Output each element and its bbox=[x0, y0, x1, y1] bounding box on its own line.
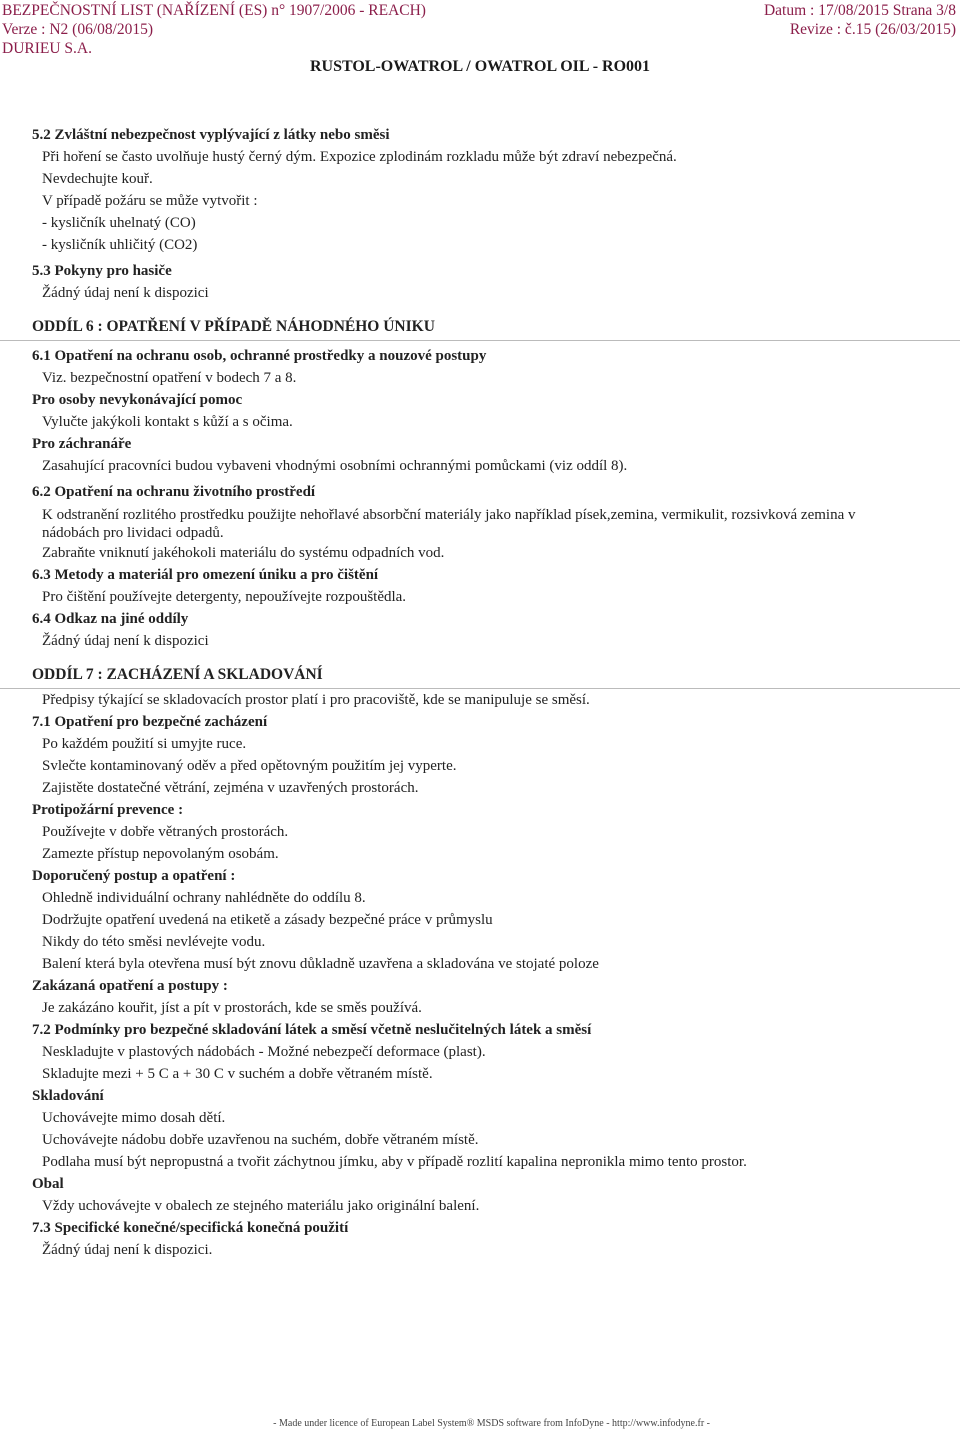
text-line: Vždy uchovávejte v obalech ze stejného materiálu jako originální balení. bbox=[42, 1198, 480, 1214]
subsection-title: 6.2 Opatření na ochranu životního prostředí bbox=[32, 484, 316, 500]
text-line: Podlaha musí být nepropustná a tvořit záchytnou jímku, aby v případě rozlití kapalina nepronikla mimo tento prostor. bbox=[42, 1154, 747, 1170]
page-header bbox=[0, 0, 960, 80]
subheading-label: Skladování bbox=[32, 1088, 104, 1104]
text-line: Je zakázáno kouřit, jíst a pít v prostorách, kde se směs používá. bbox=[42, 1000, 422, 1016]
subheading-label: Protipožární prevence : bbox=[32, 802, 184, 818]
text-line: Uchovávejte nádobu dobře uzavřenou na suchém, dobře větraném místě. bbox=[42, 1132, 479, 1148]
subsection-title: 6.3 Metody a materiál pro omezení úniku a pro čištění bbox=[32, 567, 379, 583]
text-line: - kysličník uhelnatý (CO) bbox=[42, 215, 196, 231]
text-line: Dodržujte opatření uvedená na etiketě a zásady bezpečné práce v průmyslu bbox=[42, 912, 493, 928]
text-line: Viz. bezpečnostní opatření v bodech 7 a 8. bbox=[42, 370, 297, 386]
subsection-title: 7.3 Specifické konečné/specifická konečná použití bbox=[32, 1220, 349, 1236]
document-body bbox=[32, 124, 960, 1261]
text-line: Vylučte jakýkoli kontakt s kůží a s očima. bbox=[42, 414, 293, 430]
text-line: Svlečte kontaminovaný oděv a před opětovným použitím jej vyperte. bbox=[42, 758, 457, 774]
subheading-label: Doporučený postup a opatření : bbox=[32, 868, 236, 884]
text-line: nádobách pro lividaci odpadů. bbox=[42, 525, 224, 541]
text-line: Ohledně individuální ochrany nahlédněte do oddílu 8. bbox=[42, 890, 366, 906]
text-line: Neskladujte v plastových nádobách - Možné nebezpečí deformace (plast). bbox=[42, 1044, 486, 1060]
text-line: Předpisy týkající se skladovacích prostor platí i pro pracoviště, kde se manipuluje se směsí. bbox=[42, 692, 590, 708]
text-line: Zabraňte vniknutí jakéhokoli materiálu do systému odpadních vod. bbox=[42, 545, 445, 561]
version-label: Verze : N2 (06/08/2015) bbox=[2, 21, 154, 38]
text-line: Zajistěte dostatečné větrání, zejména v uzavřených prostorách. bbox=[42, 780, 419, 796]
document-title: BEZPEČNOSTNÍ LIST (NAŘÍZENÍ (ES) n° 1907/2006 - REACH) bbox=[2, 2, 426, 19]
text-line: Nikdy do této směsi nevlévejte vodu. bbox=[42, 934, 266, 950]
revision-label: Revize : č.15 (26/03/2015) bbox=[789, 21, 956, 38]
text-line: Žádný údaj není k dispozici bbox=[42, 633, 209, 649]
section-heading: ODDÍL 7 : ZACHÁZENÍ A SKLADOVÁNÍ bbox=[0, 664, 960, 689]
subsection-title: 7.1 Opatření pro bezpečné zacházení bbox=[32, 714, 268, 730]
subheading-label: Pro osoby nevykonávající pomoc bbox=[32, 392, 243, 408]
product-name: RUSTOL-OWATROL / OWATROL OIL - RO001 bbox=[309, 58, 651, 75]
subheading-label: Obal bbox=[32, 1176, 64, 1192]
subheading-label: Pro záchranáře bbox=[32, 436, 132, 452]
company-name: DURIEU S.A. bbox=[2, 40, 92, 57]
subsection-title: 7.2 Podmínky pro bezpečné skladování látek a směsí včetně neslučitelných látek a směsí bbox=[32, 1022, 592, 1038]
text-line: Zasahující pracovníci budou vybaveni vhodnými osobními ochrannými pomůckami (viz oddíl 8). bbox=[42, 458, 628, 474]
text-line: - kysličník uhličitý (CO2) bbox=[42, 237, 198, 253]
text-line: Při hoření se často uvolňuje hustý černý dým. Expozice zplodinám rozkladu může být zdraví nebezpečná. bbox=[42, 149, 677, 165]
text-line: Používejte v dobře větraných prostorách. bbox=[42, 824, 289, 840]
text-line: Balení která byla otevřena musí být znovu důkladně uzavřena a skladována ve stojaté poloze bbox=[42, 956, 599, 972]
subsection-title: 5.2 Zvláštní nebezpečnost vyplývající z látky nebo směsi bbox=[32, 127, 390, 143]
subsection-title: 6.4 Odkaz na jiné oddíly bbox=[32, 611, 189, 627]
subsection-title: 5.3 Pokyny pro hasiče bbox=[32, 263, 172, 279]
subsection-title: 6.1 Opatření na ochranu osob, ochranné prostředky a nouzové postupy bbox=[32, 348, 487, 364]
text-line: Pro čištění používejte detergenty, nepoužívejte rozpouštědla. bbox=[42, 589, 407, 605]
text-line: Žádný údaj není k dispozici. bbox=[42, 1242, 213, 1258]
page-footer: - Made under licence of European Label System® MSDS software from InfoDyne - http://www.infodyne.fr - bbox=[273, 1418, 710, 1429]
text-line: K odstranění rozlitého prostředku použijte nehořlavé absorbční materiály jako například písek,zemina, vermikulit, rozsivková zemina v bbox=[42, 507, 856, 523]
text-line: Uchovávejte mimo dosah dětí. bbox=[42, 1110, 226, 1126]
text-line: Po každém použití si umyjte ruce. bbox=[42, 736, 247, 752]
text-line: Nevdechujte kouř. bbox=[42, 171, 153, 187]
date-page-label: Datum : 17/08/2015 Strana 3/8 bbox=[763, 2, 956, 19]
text-line: Žádný údaj není k dispozici bbox=[42, 285, 209, 301]
text-line: Zamezte přístup nepovolaným osobám. bbox=[42, 846, 279, 862]
text-line: Skladujte mezi + 5 C a + 30 C v suchém a dobře větraném místě. bbox=[42, 1066, 433, 1082]
subheading-label: Zakázaná opatření a postupy : bbox=[32, 978, 228, 994]
section-heading: ODDÍL 6 : OPATŘENÍ V PŘÍPADĚ NÁHODNÉHO ÚNIKU bbox=[0, 316, 960, 341]
text-line: V případě požáru se může vytvořit : bbox=[42, 193, 258, 209]
